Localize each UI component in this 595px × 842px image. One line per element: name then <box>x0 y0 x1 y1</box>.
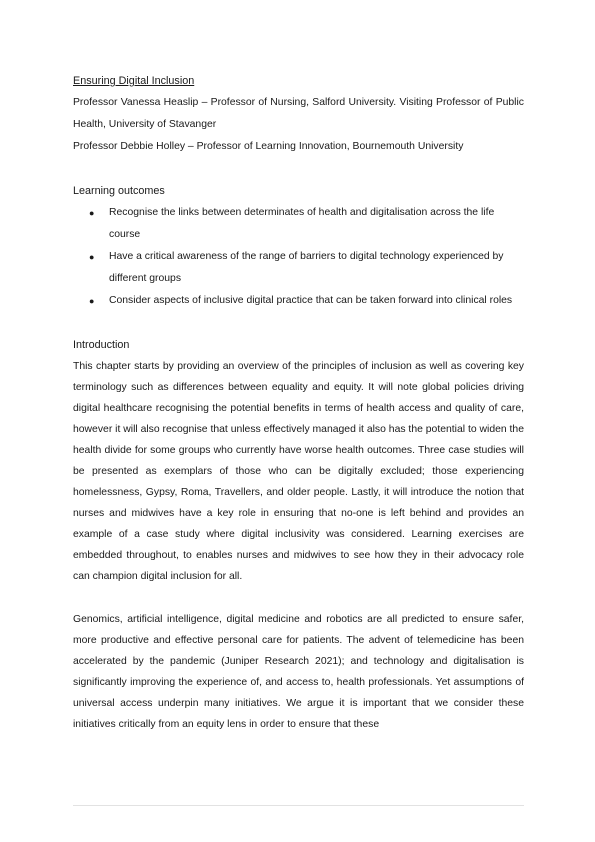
learning-outcome-text: Recognise the links between determinates of health and digitalisation across the life course <box>109 207 495 240</box>
learning-outcomes-list <box>73 202 524 312</box>
introduction-heading: Introduction <box>73 339 130 351</box>
document-page <box>73 70 524 735</box>
learning-outcome-text: Consider aspects of inclusive digital practice that can be taken forward into clinical roles <box>109 295 513 306</box>
list-item <box>73 246 524 290</box>
list-item <box>73 202 524 246</box>
introduction-paragraph-2: Genomics, artificial intelligence, digital medicine and robotics are all predicted to ensure safer, more productive and effective personal care for patients. The advent of telemedicine has been accelerated by the pandemic (Juniper Research 2021); and technology and digitalisation is significantly improving the experience of, and access to, health professionals. Yet assumptions of universal access underpin many initiatives. We argue it is important that we consider these initiatives critically from an equity lens in order to ensure that these <box>73 614 524 730</box>
author-line-2: Professor Debbie Holley – Professor of Learning Innovation, Bournemouth University <box>73 141 464 152</box>
list-item <box>73 290 524 312</box>
learning-outcome-text: Have a critical awareness of the range of barriers to digital technology experienced by different groups <box>109 251 504 284</box>
bullet-icon: ● <box>89 296 95 306</box>
learning-outcomes-heading: Learning outcomes <box>73 185 165 197</box>
introduction-paragraph-1: This chapter starts by providing an overview of the principles of inclusion as well as covering key terminology such as differences between equality and equity. It will note global policies driving digital healthcare recognising the potential benefits in terms of health access and quality of care, however it will also recognise that unless effectively managed it also has the potential to widen the health divide for some groups who currently have worse health outcomes. Three case studies will be presented as exemplars of those who can be digitally excluded; those experiencing homelessness, Gypsy, Roma, Travellers, and older people. Lastly, it will introduce the notion that nurses and midwives have a key role in ensuring that no-one is left behind and provides an example of a case study where digital inclusivity was considered. Learning exercises are embedded throughout, to enables nurses and midwives to see how they in their advocacy role can champion digital inclusion for all. <box>73 361 524 582</box>
bullet-icon: ● <box>89 252 95 262</box>
author-line-1: Professor Vanessa Heaslip – Professor of Nursing, Salford University. Visiting Professor of Public Health, University of Stavanger <box>73 97 524 130</box>
bullet-icon: ● <box>89 208 95 218</box>
document-title: Ensuring Digital Inclusion <box>73 75 195 87</box>
page-footer-divider <box>73 805 524 806</box>
